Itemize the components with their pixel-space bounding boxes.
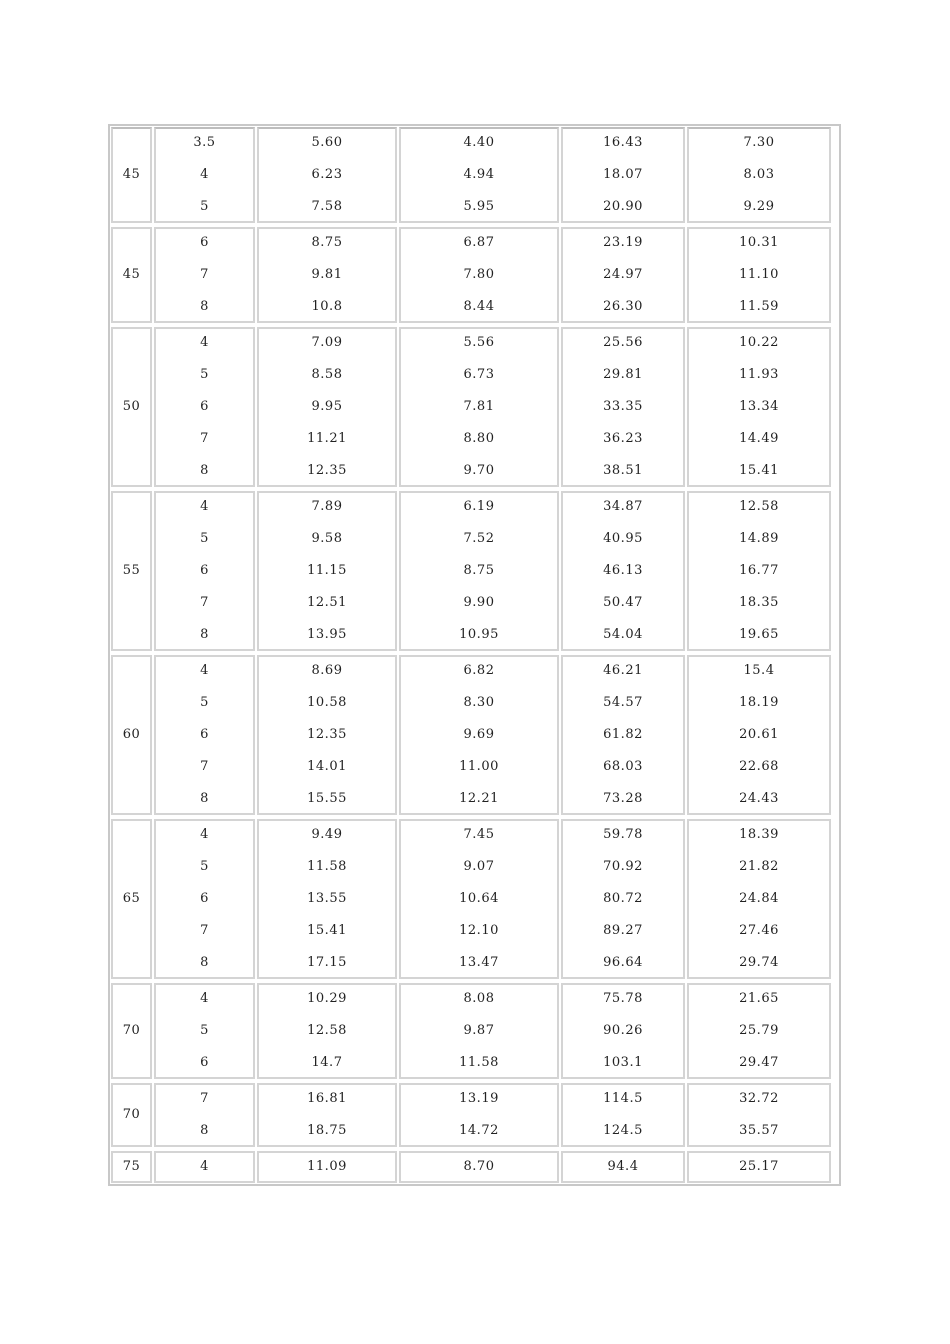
table-row-group — [110, 126, 839, 224]
section-modulus-value: 8.03 — [743, 167, 775, 182]
section-area-value: 15.41 — [307, 923, 347, 938]
moment-of-inertia-value: 40.95 — [603, 531, 643, 546]
section-area-value: 15.55 — [307, 791, 347, 806]
weight-cell — [399, 983, 559, 1079]
thickness-value: 8 — [200, 627, 209, 642]
section-area-cell — [257, 1083, 397, 1147]
section-area-value: 12.51 — [307, 595, 347, 610]
thickness-value: 8 — [200, 1123, 209, 1138]
size-cell — [111, 1151, 152, 1183]
weight-value: 12.21 — [459, 791, 499, 806]
thickness-value: 5 — [200, 531, 209, 546]
section-modulus-value: 11.93 — [739, 367, 779, 382]
size-cell — [111, 227, 152, 323]
table-row-group — [110, 1150, 839, 1184]
thickness-value: 7 — [200, 923, 209, 938]
moment-of-inertia-value: 96.64 — [603, 955, 643, 970]
weight-cell — [399, 127, 559, 223]
size-value: 45 — [122, 267, 141, 282]
weight-value: 13.47 — [459, 955, 499, 970]
section-area-cell — [257, 1151, 397, 1183]
section-area-value: 6.23 — [311, 167, 343, 182]
section-modulus-value: 11.59 — [739, 299, 779, 314]
weight-value: 4.40 — [463, 135, 495, 150]
moment-of-inertia-value: 23.19 — [603, 235, 643, 250]
size-value: 70 — [122, 1107, 141, 1122]
moment-of-inertia-cell — [561, 1083, 685, 1147]
thickness-value: 7 — [200, 595, 209, 610]
section-area-cell — [257, 655, 397, 815]
section-area-value: 10.58 — [307, 695, 347, 710]
moment-of-inertia-value: 59.78 — [603, 827, 643, 842]
moment-of-inertia-value: 46.13 — [603, 563, 643, 578]
thickness-value: 4 — [200, 663, 209, 678]
thickness-cell — [154, 1083, 255, 1147]
thickness-value: 4 — [200, 1159, 209, 1174]
section-modulus-value: 25.17 — [739, 1159, 779, 1174]
section-modulus-value: 29.47 — [739, 1055, 779, 1070]
thickness-cell — [154, 227, 255, 323]
section-area-value: 12.35 — [307, 463, 347, 478]
section-area-value: 9.49 — [311, 827, 343, 842]
thickness-cell — [154, 327, 255, 487]
size-value: 50 — [122, 399, 141, 414]
weight-value: 8.08 — [463, 991, 495, 1006]
section-modulus-value: 14.49 — [739, 431, 779, 446]
section-area-cell — [257, 127, 397, 223]
section-area-value: 11.15 — [307, 563, 347, 578]
thickness-value: 6 — [200, 235, 209, 250]
section-modulus-value: 13.34 — [739, 399, 779, 414]
section-area-value: 7.89 — [311, 499, 343, 514]
weight-value: 6.19 — [463, 499, 495, 514]
section-modulus-cell — [687, 127, 831, 223]
section-modulus-cell — [687, 1151, 831, 1183]
thickness-value: 8 — [200, 791, 209, 806]
weight-cell — [399, 1151, 559, 1183]
thickness-cell — [154, 819, 255, 979]
section-modulus-value: 20.61 — [739, 727, 779, 742]
section-modulus-value: 29.74 — [739, 955, 779, 970]
section-modulus-value: 35.57 — [739, 1123, 779, 1138]
section-modulus-cell — [687, 655, 831, 815]
moment-of-inertia-value: 54.04 — [603, 627, 643, 642]
size-cell — [111, 327, 152, 487]
moment-of-inertia-value: 80.72 — [603, 891, 643, 906]
section-area-value: 14.01 — [307, 759, 347, 774]
thickness-value: 7 — [200, 431, 209, 446]
weight-value: 4.94 — [463, 167, 495, 182]
size-cell — [111, 819, 152, 979]
thickness-value: 6 — [200, 727, 209, 742]
moment-of-inertia-value: 68.03 — [603, 759, 643, 774]
table-row-group — [110, 226, 839, 324]
weight-cell — [399, 1083, 559, 1147]
thickness-value: 6 — [200, 1055, 209, 1070]
section-area-cell — [257, 227, 397, 323]
section-modulus-value: 10.31 — [739, 235, 779, 250]
section-modulus-value: 32.72 — [739, 1091, 779, 1106]
size-value: 70 — [122, 1023, 141, 1038]
thickness-value: 4 — [200, 335, 209, 350]
moment-of-inertia-value: 75.78 — [603, 991, 643, 1006]
weight-value: 12.10 — [459, 923, 499, 938]
section-modulus-value: 12.58 — [739, 499, 779, 514]
thickness-value: 5 — [200, 859, 209, 874]
thickness-value: 6 — [200, 891, 209, 906]
table-row-group — [110, 326, 839, 488]
moment-of-inertia-cell — [561, 655, 685, 815]
moment-of-inertia-cell — [561, 491, 685, 651]
section-area-value: 9.95 — [311, 399, 343, 414]
moment-of-inertia-value: 33.35 — [603, 399, 643, 414]
size-value: 55 — [122, 563, 141, 578]
section-area-value: 14.7 — [311, 1055, 343, 1070]
thickness-value: 6 — [200, 399, 209, 414]
moment-of-inertia-value: 124.5 — [603, 1123, 643, 1138]
section-modulus-cell — [687, 819, 831, 979]
moment-of-inertia-value: 50.47 — [603, 595, 643, 610]
thickness-value: 3.5 — [193, 135, 216, 150]
size-cell — [111, 1083, 152, 1147]
section-modulus-cell — [687, 1083, 831, 1147]
weight-value: 7.81 — [463, 399, 495, 414]
size-cell — [111, 983, 152, 1079]
weight-value: 11.00 — [459, 759, 499, 774]
thickness-value: 5 — [200, 1023, 209, 1038]
moment-of-inertia-value: 18.07 — [603, 167, 643, 182]
section-area-value: 8.58 — [311, 367, 343, 382]
size-cell — [111, 127, 152, 223]
thickness-value: 4 — [200, 167, 209, 182]
size-value: 45 — [122, 167, 141, 182]
table-row-group — [110, 654, 839, 816]
section-area-value: 9.58 — [311, 531, 343, 546]
weight-value: 8.80 — [463, 431, 495, 446]
section-modulus-value: 27.46 — [739, 923, 779, 938]
section-modulus-value: 24.84 — [739, 891, 779, 906]
table-row-group — [110, 982, 839, 1080]
table-row-group — [110, 818, 839, 980]
weight-value: 6.87 — [463, 235, 495, 250]
weight-value: 10.95 — [459, 627, 499, 642]
thickness-value: 5 — [200, 199, 209, 214]
section-modulus-value: 22.68 — [739, 759, 779, 774]
section-modulus-value: 18.19 — [739, 695, 779, 710]
moment-of-inertia-value: 26.30 — [603, 299, 643, 314]
moment-of-inertia-value: 103.1 — [603, 1055, 643, 1070]
weight-value: 10.64 — [459, 891, 499, 906]
moment-of-inertia-value: 36.23 — [603, 431, 643, 446]
moment-of-inertia-cell — [561, 327, 685, 487]
section-area-value: 9.81 — [311, 267, 343, 282]
section-area-value: 16.81 — [307, 1091, 347, 1106]
thickness-value: 8 — [200, 955, 209, 970]
section-modulus-cell — [687, 491, 831, 651]
section-modulus-value: 18.35 — [739, 595, 779, 610]
moment-of-inertia-value: 94.4 — [607, 1159, 639, 1174]
section-area-cell — [257, 819, 397, 979]
section-modulus-value: 19.65 — [739, 627, 779, 642]
section-area-cell — [257, 491, 397, 651]
weight-value: 9.70 — [463, 463, 495, 478]
thickness-cell — [154, 983, 255, 1079]
weight-value: 6.82 — [463, 663, 495, 678]
section-modulus-value: 24.43 — [739, 791, 779, 806]
thickness-cell — [154, 491, 255, 651]
section-area-value: 8.75 — [311, 235, 343, 250]
moment-of-inertia-value: 54.57 — [603, 695, 643, 710]
section-area-value: 17.15 — [307, 955, 347, 970]
section-area-value: 12.58 — [307, 1023, 347, 1038]
section-area-cell — [257, 983, 397, 1079]
thickness-cell — [154, 655, 255, 815]
section-modulus-value: 10.22 — [739, 335, 779, 350]
weight-value: 7.80 — [463, 267, 495, 282]
size-value: 60 — [122, 727, 141, 742]
section-area-cell — [257, 327, 397, 487]
weight-value: 5.56 — [463, 335, 495, 350]
weight-value: 8.70 — [463, 1159, 495, 1174]
thickness-value: 4 — [200, 499, 209, 514]
thickness-value: 8 — [200, 299, 209, 314]
weight-cell — [399, 327, 559, 487]
section-modulus-value: 21.82 — [739, 859, 779, 874]
thickness-value: 7 — [200, 267, 209, 282]
section-area-value: 13.95 — [307, 627, 347, 642]
table-row-group — [110, 1082, 839, 1148]
weight-value: 6.73 — [463, 367, 495, 382]
weight-value: 8.44 — [463, 299, 495, 314]
weight-cell — [399, 227, 559, 323]
weight-value: 9.69 — [463, 727, 495, 742]
moment-of-inertia-cell — [561, 1151, 685, 1183]
moment-of-inertia-value: 34.87 — [603, 499, 643, 514]
section-area-value: 10.29 — [307, 991, 347, 1006]
section-modulus-value: 14.89 — [739, 531, 779, 546]
thickness-value: 5 — [200, 695, 209, 710]
section-modulus-value: 15.4 — [743, 663, 775, 678]
section-area-value: 13.55 — [307, 891, 347, 906]
section-area-value: 7.09 — [311, 335, 343, 350]
weight-value: 9.90 — [463, 595, 495, 610]
section-modulus-value: 16.77 — [739, 563, 779, 578]
angle-steel-table — [108, 124, 841, 1186]
weight-value: 13.19 — [459, 1091, 499, 1106]
size-cell — [111, 655, 152, 815]
moment-of-inertia-cell — [561, 227, 685, 323]
moment-of-inertia-cell — [561, 983, 685, 1079]
section-modulus-value: 11.10 — [739, 267, 779, 282]
weight-value: 14.72 — [459, 1123, 499, 1138]
section-modulus-cell — [687, 983, 831, 1079]
moment-of-inertia-value: 114.5 — [603, 1091, 643, 1106]
thickness-value: 5 — [200, 367, 209, 382]
weight-cell — [399, 655, 559, 815]
weight-cell — [399, 491, 559, 651]
section-modulus-value: 25.79 — [739, 1023, 779, 1038]
section-area-value: 18.75 — [307, 1123, 347, 1138]
section-modulus-cell — [687, 327, 831, 487]
moment-of-inertia-value: 29.81 — [603, 367, 643, 382]
weight-value: 9.87 — [463, 1023, 495, 1038]
moment-of-inertia-value: 70.92 — [603, 859, 643, 874]
moment-of-inertia-value: 73.28 — [603, 791, 643, 806]
weight-value: 9.07 — [463, 859, 495, 874]
moment-of-inertia-value: 90.26 — [603, 1023, 643, 1038]
thickness-cell — [154, 1151, 255, 1183]
size-value: 75 — [122, 1159, 141, 1174]
section-modulus-cell — [687, 227, 831, 323]
thickness-cell — [154, 127, 255, 223]
weight-value: 7.52 — [463, 531, 495, 546]
moment-of-inertia-value: 20.90 — [603, 199, 643, 214]
thickness-value: 4 — [200, 827, 209, 842]
section-area-value: 11.58 — [307, 859, 347, 874]
section-modulus-value: 7.30 — [743, 135, 775, 150]
section-area-value: 10.8 — [311, 299, 343, 314]
moment-of-inertia-value: 61.82 — [603, 727, 643, 742]
moment-of-inertia-value: 89.27 — [603, 923, 643, 938]
moment-of-inertia-cell — [561, 819, 685, 979]
section-modulus-value: 15.41 — [739, 463, 779, 478]
thickness-value: 4 — [200, 991, 209, 1006]
thickness-value: 6 — [200, 563, 209, 578]
section-modulus-value: 18.39 — [739, 827, 779, 842]
weight-cell — [399, 819, 559, 979]
moment-of-inertia-value: 38.51 — [603, 463, 643, 478]
size-value: 65 — [122, 891, 141, 906]
moment-of-inertia-cell — [561, 127, 685, 223]
weight-value: 5.95 — [463, 199, 495, 214]
weight-value: 11.58 — [459, 1055, 499, 1070]
table-row-group — [110, 490, 839, 652]
moment-of-inertia-value: 25.56 — [603, 335, 643, 350]
section-modulus-value: 9.29 — [743, 199, 775, 214]
section-area-value: 12.35 — [307, 727, 347, 742]
section-area-value: 8.69 — [311, 663, 343, 678]
section-area-value: 11.21 — [307, 431, 347, 446]
weight-value: 8.30 — [463, 695, 495, 710]
size-cell — [111, 491, 152, 651]
thickness-value: 7 — [200, 759, 209, 774]
section-modulus-value: 21.65 — [739, 991, 779, 1006]
section-area-value: 11.09 — [307, 1159, 347, 1174]
moment-of-inertia-value: 46.21 — [603, 663, 643, 678]
section-area-value: 5.60 — [311, 135, 343, 150]
thickness-value: 7 — [200, 1091, 209, 1106]
weight-value: 7.45 — [463, 827, 495, 842]
moment-of-inertia-value: 16.43 — [603, 135, 643, 150]
weight-value: 8.75 — [463, 563, 495, 578]
thickness-value: 8 — [200, 463, 209, 478]
moment-of-inertia-value: 24.97 — [603, 267, 643, 282]
section-area-value: 7.58 — [311, 199, 343, 214]
